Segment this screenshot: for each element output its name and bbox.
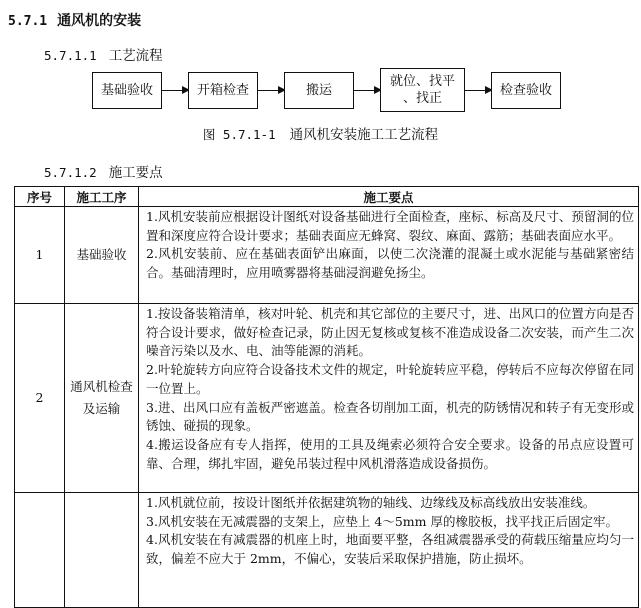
row-points	[139, 304, 639, 493]
flow-step-transport: 搬运	[284, 72, 354, 109]
section-title: 通风机的安装	[57, 13, 142, 29]
flow-step-foundation-acceptance: 基础验收	[92, 72, 162, 109]
point-item: 2.风机安装前、应在基础表面铲出麻面，以使二次浇灌的混凝土或水泥能与基础紧密结合。基础清理时，应用喷雾器将基础浸润避免扬尘。	[146, 246, 634, 281]
subsection-heading-points	[44, 161, 163, 181]
row-number: 2	[15, 304, 65, 493]
flow-step-positioning-leveling: 就位、找平 、找正	[380, 68, 465, 112]
point-item: 4.搬运设备应有专人指挥，使用的工具及绳索必须符合安全要求。设备的吊点应设置可靠、合理，绑扎牢固，避免吊装过程中风机滑落造成设备损伤。	[146, 436, 634, 471]
flow-arrow	[354, 90, 380, 91]
table-row	[15, 493, 639, 608]
row-number	[15, 493, 65, 608]
flow-arrow	[465, 90, 491, 91]
subsection-title: 施工要点	[108, 165, 163, 181]
row-points	[139, 207, 639, 304]
flow-step-inspection-acceptance: 检查验收	[491, 72, 561, 109]
table-row	[15, 207, 639, 304]
row-number: 1	[15, 207, 65, 304]
row-points	[139, 493, 639, 608]
figure-caption	[0, 123, 641, 143]
point-item: 1.风机就位前，按设计图纸并依据建筑物的轴线、边缘线及标高线放出安装准线。	[146, 495, 596, 510]
process-flow-diagram	[0, 66, 641, 112]
flow-arrow	[258, 90, 284, 91]
table-header-row	[15, 187, 639, 207]
section-heading	[8, 10, 141, 30]
flow-arrow	[162, 90, 188, 91]
flow-step-unpacking-inspection: 开箱检查	[188, 72, 258, 109]
subsection-title: 工艺流程	[108, 48, 163, 64]
point-item: 2.叶轮旋转方向应符合设备技术文件的规定，叶轮旋转应平稳，停转后不应每次停留在同一位置上。	[146, 362, 634, 396]
point-item: 1.按设备装箱清单，核对叶轮、机壳和其它部位的主要尺寸，进、出风口的位置方向是否符合设计要求，做好检查记录，防止因无复核或复核不准造成设备二次安装，而产生二次噪音污染以及水、电、油等能源的消耗。	[146, 306, 634, 359]
figure-caption-text: 通风机安装施工工艺流程	[289, 127, 439, 143]
column-header-points: 施工要点	[139, 187, 639, 207]
subsection-number: 5.7.1.1	[44, 48, 97, 63]
subsection-number: 5.7.1.2	[44, 165, 97, 180]
point-item: 3.进、出风口应有盖板严密遮盖。检查各切削加工面，机壳的防锈情况和转子有无变形或锈蚀、碰损的现象。	[146, 399, 634, 434]
section-number: 5.7.1	[8, 14, 48, 29]
row-process: 通风机检查及运输	[65, 304, 139, 493]
point-item: 4.风机安装在有减震器的机座上时，地面要平整，各组减震器承受的荷载压缩量应均匀一致，偏差不应大于 2mm，不偏心，安装后采取保护措施，防止损坏。	[146, 532, 634, 567]
point-item: 3.风机安装在无减震器的支架上，应垫上 4～5mm 厚的橡胶板，找平找正后固定牢。	[146, 513, 618, 529]
point-item: 1.风机安装前应根据设计图纸对设备基础进行全面检查，座标、标高及尺寸、预留洞的位置和深度应符合设计要求；基础表面应无蜂窝、裂纹、麻面、露筋；基础表面应水平。	[146, 209, 634, 243]
subsection-heading-process	[44, 44, 163, 64]
construction-points-table	[14, 186, 639, 608]
row-process	[65, 493, 139, 608]
figure-number: 图 5.7.1-1	[202, 127, 276, 142]
column-header-number: 序号	[15, 187, 65, 207]
column-header-process: 施工工序	[65, 187, 139, 207]
row-process: 基础验收	[65, 207, 139, 304]
table-row	[15, 304, 639, 493]
